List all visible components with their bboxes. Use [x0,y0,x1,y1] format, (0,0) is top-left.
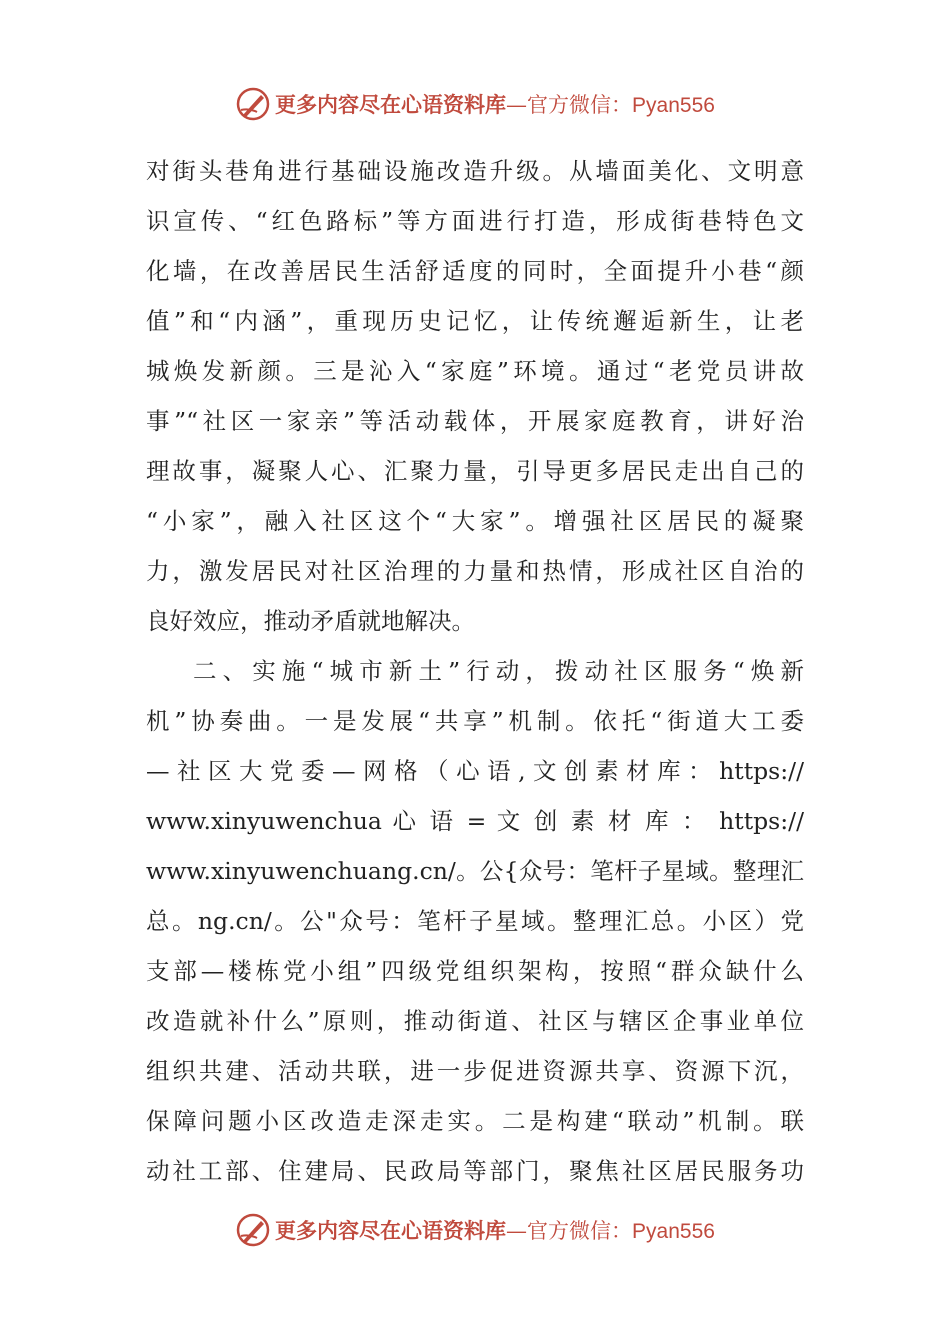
text-line: 总。ng.cn/。公"众号：笔杆子星域。整理汇总。小区）党 [146,907,804,935]
text-line: 理故事，凝聚人心、汇聚力量，引导更多居民走出自己的 [146,457,804,485]
header-label: 官方微信： [527,93,633,117]
text-line: “小家”，融入社区这个“大家”。增强社区居民的凝聚 [146,507,804,535]
text-line: 值”和“内涵”，重现历史记忆，让传统邂逅新生，让老 [146,307,804,335]
text-line: www.xinyuwenchua 心 语 = 文 创 素 材 库 ： https:// [146,807,804,835]
document-body [146,146,804,1196]
quill-logo-icon [235,1212,271,1248]
text-line: 支部—楼栋党小组”四级党组织架构，按照“群众缺什么 [146,957,804,985]
text-line: 良好效应，推动矛盾就地解决。 [146,607,475,635]
footer-dash: — [506,1219,528,1243]
footer-account: Pyan556 [632,1220,715,1243]
header-dash: — [506,93,528,117]
quill-logo-icon [235,86,271,122]
header-account: Pyan556 [632,94,715,117]
header-brand: 更多内容尽在心语资料库 [275,92,507,117]
text-line: www.xinyuwenchuang.cn/。公{众号：笔杆子星域。整理汇 [146,857,804,885]
text-line: — 社 区 大 党 委 — 网 格 （ 心 语 , 文 创 素 材 库 ： https:// [146,757,804,785]
text-line: 识宣传、“红色路标”等方面进行打造，形成街巷特色文 [146,207,804,235]
text-line: 力，激发居民对社区治理的力量和热情，形成社区自治的 [146,557,804,585]
footer-banner-text [275,1215,715,1245]
text-line: 改造就补什么”原则，推动街道、社区与辖区企事业单位 [146,1007,804,1035]
text-line: 机”协奏曲。一是发展“共享”机制。依托“街道大工委 [146,707,804,735]
footer-brand: 更多内容尽在心语资料库 [275,1218,507,1243]
header-banner-text [275,89,715,119]
text-line: 动社工部、住建局、民政局等部门，聚焦社区居民服务功 [146,1157,804,1185]
text-line: 组织共建、活动共联，进一步促进资源共享、资源下沉， [146,1057,804,1085]
text-line: 事”“社区一家亲”等活动载体，开展家庭教育，讲好治 [146,407,804,435]
text-line: 保障问题小区改造走深走实。二是构建“联动”机制。联 [146,1107,804,1135]
header-banner [0,84,950,124]
footer-label: 官方微信： [527,1219,633,1243]
text-line: 城焕发新颜。三是沁入“家庭”环境。通过“老党员讲故 [146,357,804,385]
footer-banner [0,1210,950,1250]
text-line: 对街头巷角进行基础设施改造升级。从墙面美化、文明意 [146,157,804,185]
text-line: 化墙，在改善居民生活舒适度的同时，全面提升小巷“颜 [146,257,804,285]
text-line: 二、实施“城市新土”行动，拨动社区服务“焕新 [193,657,804,685]
